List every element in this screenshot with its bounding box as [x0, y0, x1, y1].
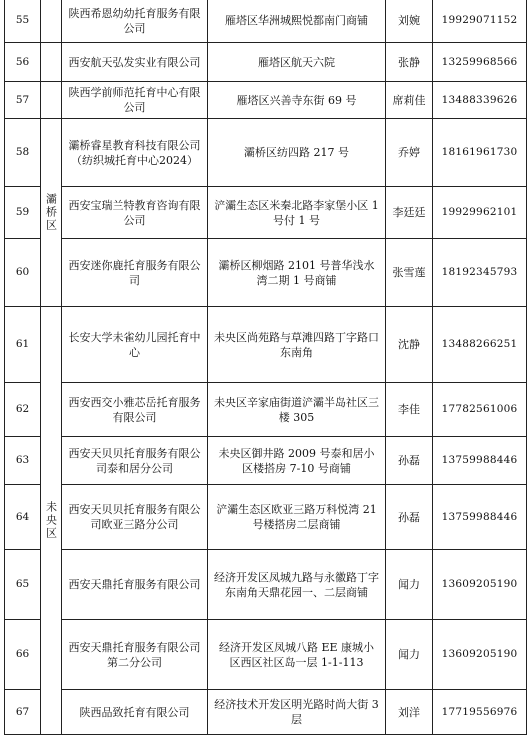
contact-person: 李佳: [386, 383, 433, 437]
contact-person: 席莉佳: [386, 82, 433, 119]
district-cell-empty: [41, 43, 62, 82]
company-name: 西安天鼎托育服务有限公司: [62, 550, 208, 620]
contact-person: 孙磊: [386, 437, 433, 485]
row-number: 59: [5, 187, 41, 239]
company-name: 长安大学未雀幼儿园托育中心: [62, 307, 208, 383]
row-number: 60: [5, 239, 41, 307]
phone-number: 19929962101: [433, 187, 527, 239]
phone-number: 13609205190: [433, 550, 527, 620]
table-row: [5, 119, 527, 187]
row-number: 67: [5, 690, 41, 735]
address: 未央区尚苑路与草滩四路丁字路口东南角: [208, 307, 386, 383]
address: 灞桥区柳烟路 2101 号普华浅水湾二期 1 号商铺: [208, 239, 386, 307]
row-number: 55: [5, 0, 41, 43]
contact-person: 闻力: [386, 550, 433, 620]
company-name: 灞桥睿星教育科技有限公司（纺织城托育中心2024）: [62, 119, 208, 187]
childcare-institutions-table: [4, 0, 527, 735]
table-row: [5, 43, 527, 82]
company-name: 西安宝瑞兰特教育咨询有限公司: [62, 187, 208, 239]
address: 灞桥区纺四路 217 号: [208, 119, 386, 187]
contact-person: 刘洋: [386, 690, 433, 735]
company-name: 西安航天弘发实业有限公司: [62, 43, 208, 82]
table-row: [5, 437, 527, 485]
table-row: [5, 485, 527, 550]
phone-number: 17782561006: [433, 383, 527, 437]
address: 浐灞生态区米秦北路李家堡小区 1 号付 1 号: [208, 187, 386, 239]
phone-number: 13759988446: [433, 485, 527, 550]
address: 雁塔区航天六院: [208, 43, 386, 82]
district-cell-empty: [41, 82, 62, 119]
phone-number: 18192345793: [433, 239, 527, 307]
contact-person: 沈静: [386, 307, 433, 383]
row-number: 63: [5, 437, 41, 485]
phone-number: 18161961730: [433, 119, 527, 187]
row-number: 62: [5, 383, 41, 437]
company-name: 西安天贝贝托育服务有限公司欧亚三路分公司: [62, 485, 208, 550]
contact-person: 孙磊: [386, 485, 433, 550]
contact-person: 李廷廷: [386, 187, 433, 239]
company-name: 西安天鼎托育服务有限公司第二分公司: [62, 620, 208, 690]
table-row: [5, 620, 527, 690]
district-cell-empty: [41, 0, 62, 43]
phone-number: 13609205190: [433, 620, 527, 690]
table-row: [5, 690, 527, 735]
address: 雁塔区兴善寺东街 69 号: [208, 82, 386, 119]
row-number: 58: [5, 119, 41, 187]
company-name: 陕西学前师范托育中心有限公司: [62, 82, 208, 119]
phone-number: 13759988446: [433, 437, 527, 485]
address: 经济开发区凤城八路 EE 康城小区西区社区岛一层 1-1-113: [208, 620, 386, 690]
phone-number: 19929071152: [433, 0, 527, 43]
company-name: 陕西品致托育有限公司: [62, 690, 208, 735]
table-row: [5, 550, 527, 620]
row-number: 64: [5, 485, 41, 550]
district-label: 未央区: [41, 307, 62, 735]
phone-number: 13488266251: [433, 307, 527, 383]
contact-person: 闻力: [386, 620, 433, 690]
contact-person: 乔婷: [386, 119, 433, 187]
table-row: [5, 239, 527, 307]
district-label: 灞桥区: [41, 119, 62, 307]
address: 浐灞生态区欧亚三路万科悦湾 21 号楼搭房二层商铺: [208, 485, 386, 550]
row-number: 66: [5, 620, 41, 690]
table-row: [5, 307, 527, 383]
table-row: [5, 187, 527, 239]
address: 经济技术开发区明光路时尚大街 3 层: [208, 690, 386, 735]
contact-person: 张静: [386, 43, 433, 82]
row-number: 61: [5, 307, 41, 383]
row-number: 57: [5, 82, 41, 119]
company-name: 陕西希恩幼幼托育服务有限公司: [62, 0, 208, 43]
company-name: 西安天贝贝托育服务有限公司泰和居分公司: [62, 437, 208, 485]
table-row: [5, 383, 527, 437]
phone-number: 13488339626: [433, 82, 527, 119]
address: 未央区辛家庙街道浐灞半岛社区三楼 305: [208, 383, 386, 437]
row-number: 65: [5, 550, 41, 620]
address: 雁塔区华洲城熙悦都南门商铺: [208, 0, 386, 43]
company-name: 西安迷你鹿托育服务有限公司: [62, 239, 208, 307]
phone-number: 13259968566: [433, 43, 527, 82]
address: 未央区御井路 2009 号泰和居小区楼搭房 7-10 号商铺: [208, 437, 386, 485]
row-number: 56: [5, 43, 41, 82]
company-name: 西安西交小雅芯岳托育服务有限公司: [62, 383, 208, 437]
table-row: [5, 0, 527, 43]
table-row: [5, 82, 527, 119]
phone-number: 17719556976: [433, 690, 527, 735]
contact-person: 张雪莲: [386, 239, 433, 307]
address: 经济开发区凤城九路与永徽路丁字东南角天鼎花园一、二层商铺: [208, 550, 386, 620]
contact-person: 刘婉: [386, 0, 433, 43]
